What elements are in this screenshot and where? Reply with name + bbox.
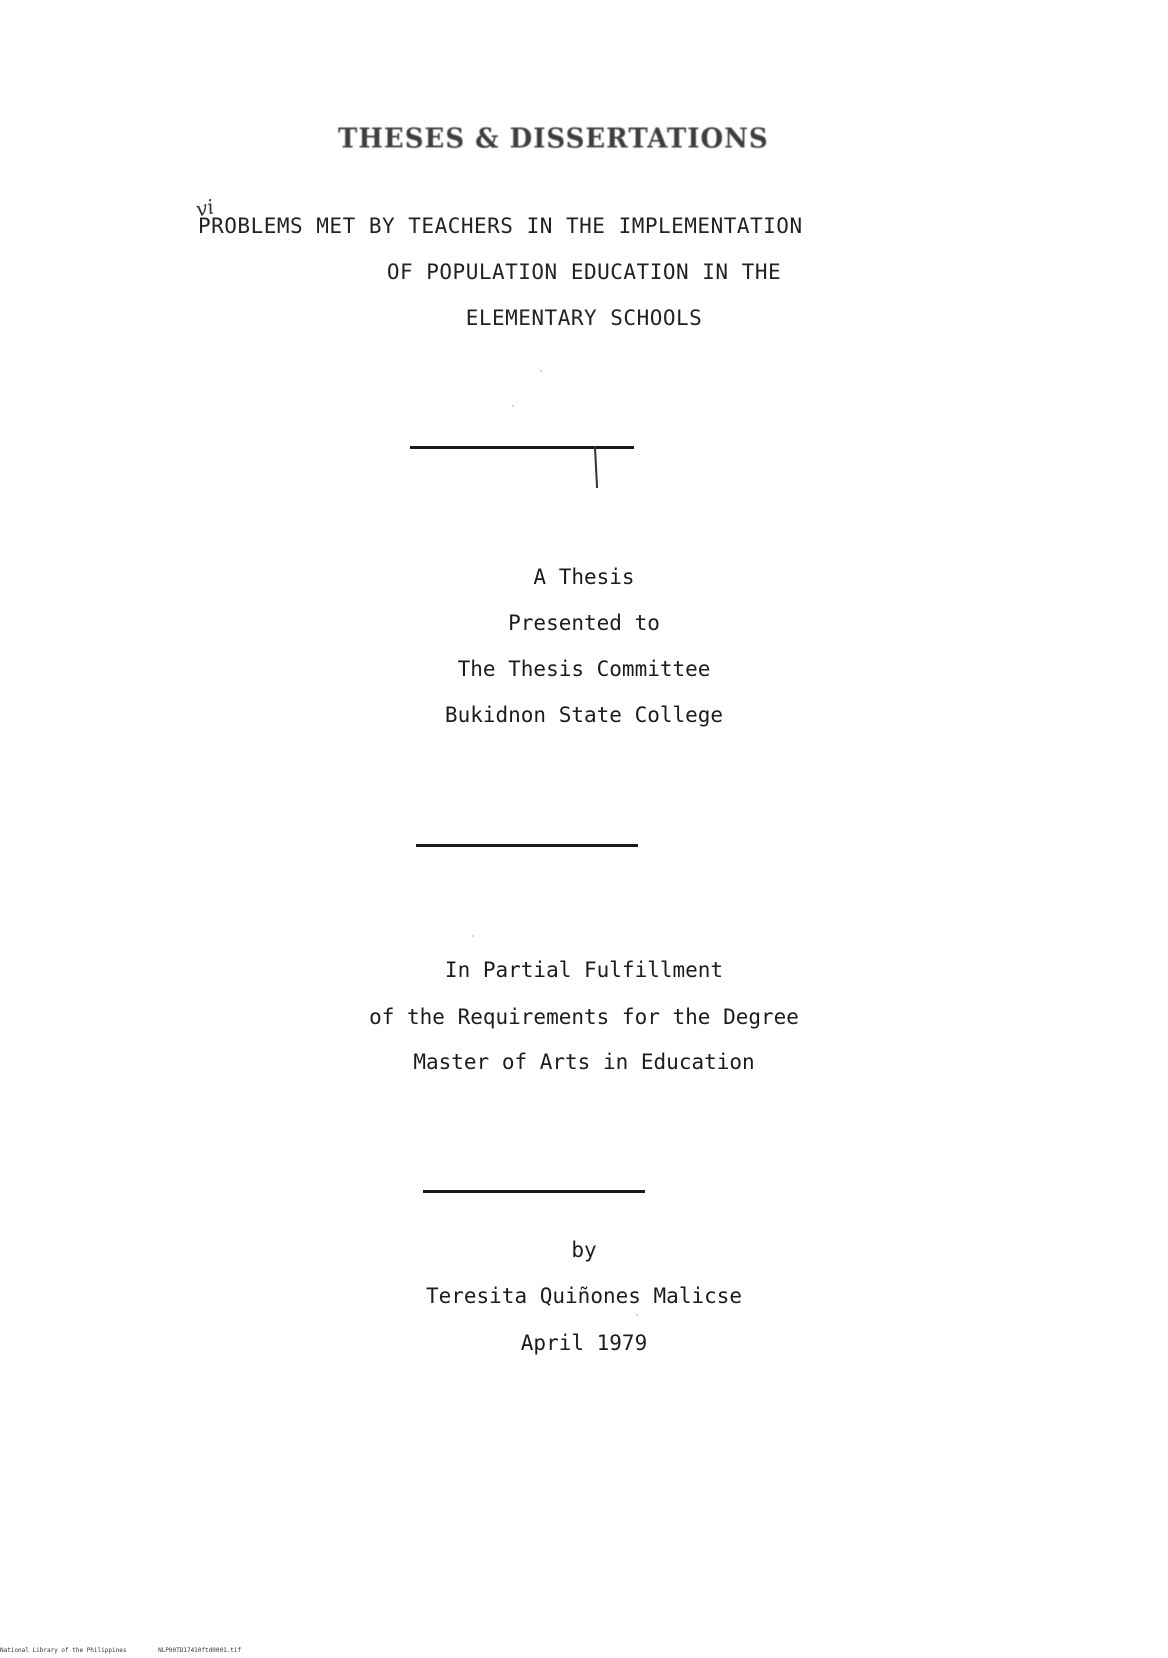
library-credit: National Library of the Philippines <box>0 1647 127 1654</box>
theses-dissertations-stamp: THESES & DISSERTATIONS <box>338 123 769 155</box>
scan-speck <box>636 1314 638 1316</box>
scan-speck <box>540 370 542 372</box>
divider-rule-3 <box>423 1190 645 1193</box>
scan-speck <box>472 935 474 937</box>
file-name: NLP00TD17410ftd0001.tif <box>158 1647 242 1654</box>
pen-mark <box>594 446 598 488</box>
divider-rule-2 <box>416 844 638 847</box>
committee-name: The Thesis Committee <box>457 657 711 681</box>
title-line-1: PROBLEMS MET BY TEACHERS IN THE IMPLEMENTATION <box>198 214 803 238</box>
divider-rule-1 <box>410 446 634 449</box>
fulfillment-line-2: of the Requirements for the Degree <box>369 1005 799 1029</box>
title-line-2: OF POPULATION EDUCATION IN THE <box>386 260 782 284</box>
thesis-label: A Thesis <box>533 565 635 589</box>
presented-to: Presented to <box>508 611 660 635</box>
scan-footer <box>0 1647 269 1654</box>
degree-name: Master of Arts in Education <box>413 1050 755 1074</box>
college-name: Bukidnon State College <box>444 703 724 727</box>
fulfillment-line-1: In Partial Fulfillment <box>444 958 724 982</box>
submission-date: April 1979 <box>520 1331 648 1355</box>
handwritten-annotation: vi <box>193 194 217 222</box>
title-line-3: ELEMENTARY SCHOOLS <box>465 306 703 330</box>
by-label: by <box>571 1238 597 1262</box>
scan-speck <box>512 405 514 407</box>
author-name: Teresita Quiñones Malicse <box>425 1284 743 1308</box>
